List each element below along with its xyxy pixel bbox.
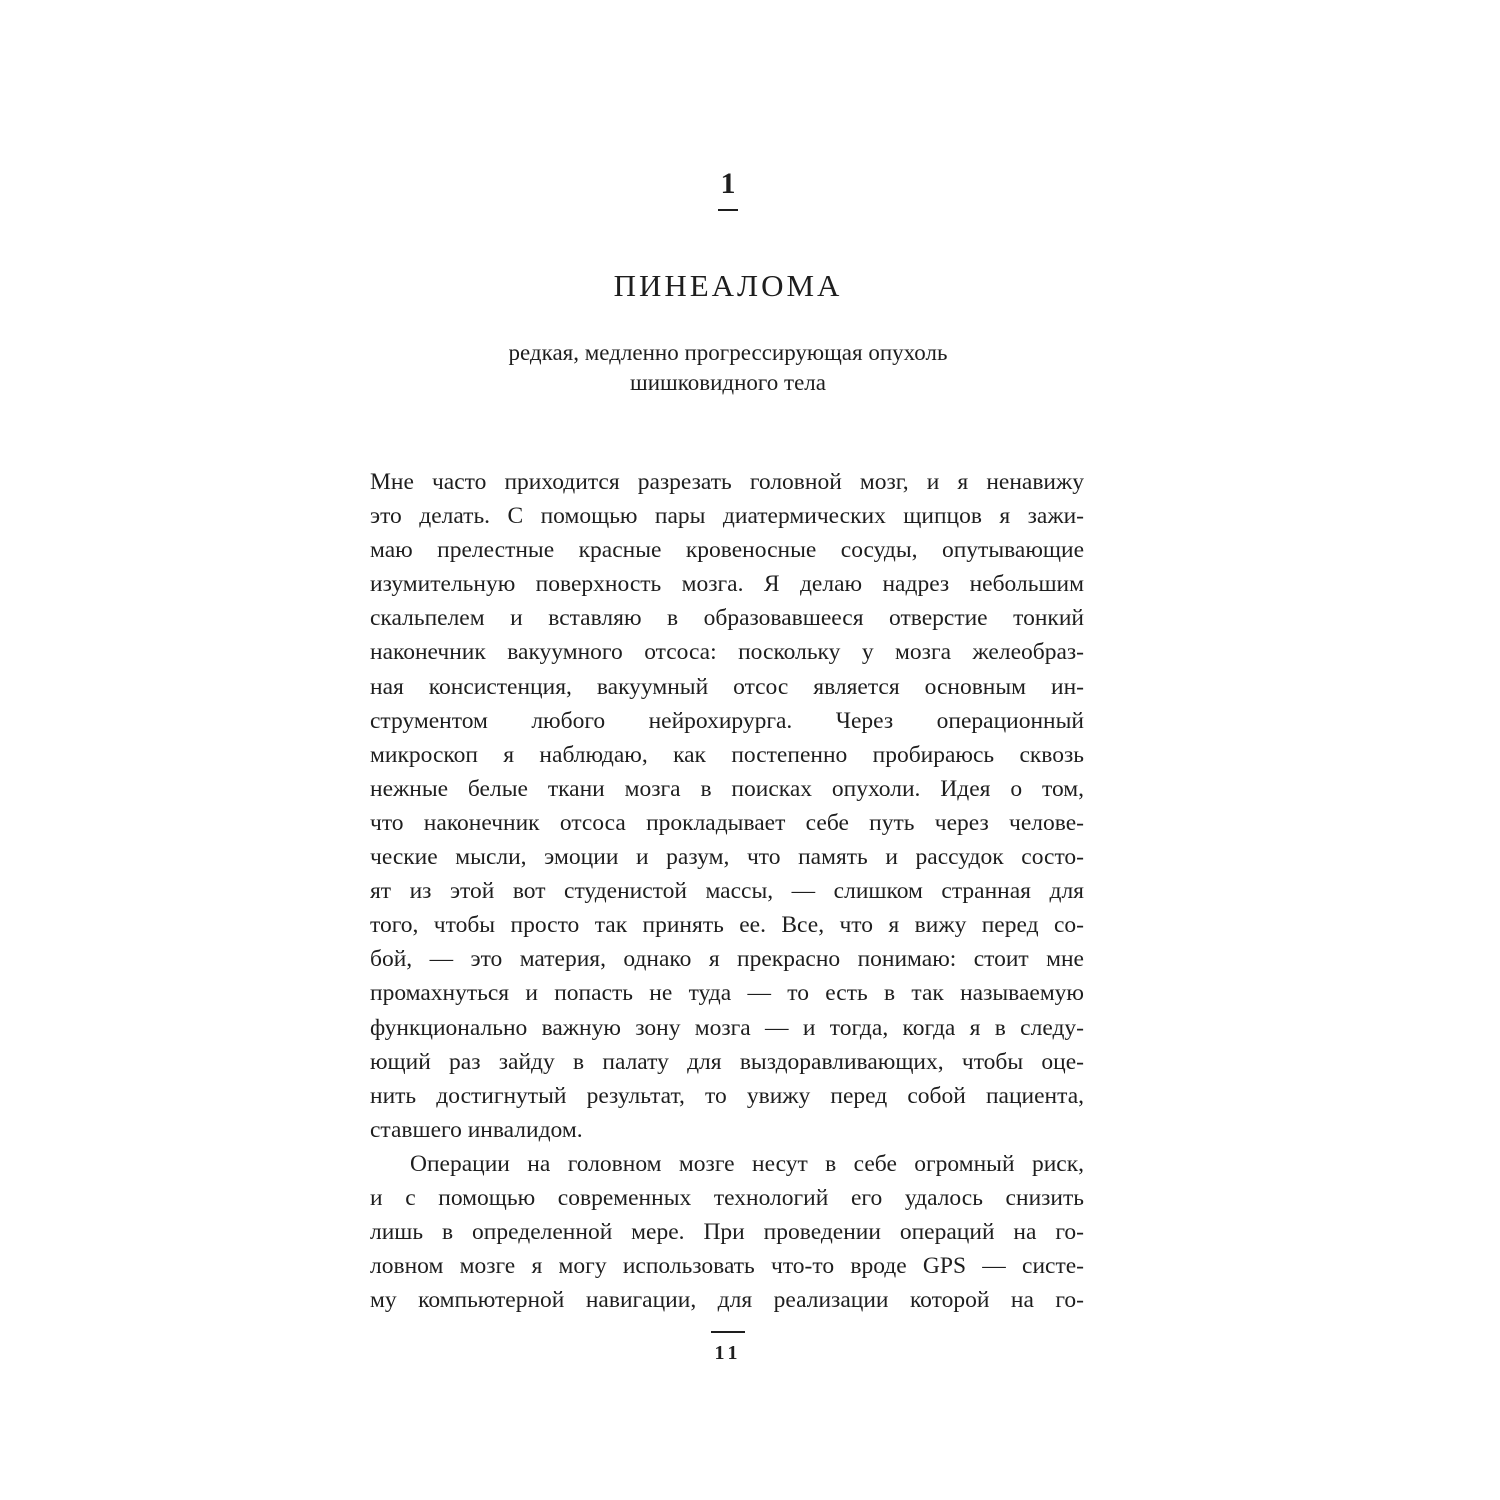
text-line: ческие мысли, эмоции и разум, что память и рассудок состо- (370, 844, 1084, 871)
text-line: ющий раз зайду в палату для выздоравливающих, чтобы оце- (370, 1048, 1084, 1075)
body-text (370, 465, 1084, 1317)
text-line: му компьютерной навигации, для реализации которой на го- (370, 1287, 1084, 1314)
text-line: это делать. С помощью пары диатермических щипцов я зажи- (370, 503, 1084, 530)
text-line: Операции на головном мозге несут в себе огромный риск, (410, 1150, 1084, 1177)
text-line: ловном мозге я могу использовать что-то вроде GPS — систе- (370, 1253, 1084, 1280)
text-line: что наконечник отсоса прокладывает себе путь через челове- (370, 809, 1084, 836)
text-line: ставшего инвалидом. (370, 1116, 583, 1143)
paragraph-1 (370, 465, 1084, 1147)
text-line: Мне часто приходится разрезать головной мозг, и я ненавижу (370, 469, 1084, 495)
chapter-subtitle-line: шишковидного тела (630, 370, 826, 395)
text-line: ная консистенция, вакуумный отсос является основным ин- (370, 673, 1084, 700)
text-line: функционально важную зону мозга — и тогда, когда я в следу- (370, 1014, 1084, 1041)
text-line: наконечник вакуумного отсоса: поскольку у мозга желеобраз- (370, 639, 1084, 666)
text-line: и с помощью современных технологий его удалось снизить (370, 1184, 1084, 1211)
text-line: микроскоп я наблюдаю, как постепенно пробираюсь сквозь (370, 741, 1084, 768)
chapter-subtitle (410, 338, 1046, 398)
chapter-number-rule (718, 209, 738, 211)
text-line: бой, — это материя, однако я прекрасно понимаю: стоит мне (370, 946, 1084, 973)
paragraph-2 (370, 1147, 1084, 1317)
text-line: промахнуться и попасть не туда — то есть в так называемую (370, 980, 1084, 1007)
text-line: изумительную поверхность мозга. Я делаю надрез небольшим (370, 571, 1084, 598)
chapter-number: 1 (720, 167, 736, 200)
text-line: скальпелем и вставляю в образовавшееся отверстие тонкий (370, 605, 1084, 632)
text-line: ят из этой вот студенистой массы, — слишком странная для (370, 878, 1084, 905)
chapter-subtitle-line: редкая, медленно прогрессирующая опухоль (508, 340, 948, 365)
text-line: того, чтобы просто так принять ее. Все, что я вижу перед со- (370, 912, 1084, 939)
text-line: струментом любого нейрохирурга. Через операционный (370, 707, 1084, 734)
chapter-title: ПИНЕАЛОМА (613, 268, 843, 303)
text-line: нить достигнутый результат, то увижу перед собой пациента, (370, 1082, 1084, 1109)
text-line: нежные белые ткани мозга в поисках опухоли. Идея о том, (370, 775, 1084, 802)
text-line: лишь в определенной мере. При проведении операций на го- (370, 1219, 1084, 1246)
page-number-rule (711, 1331, 745, 1333)
page-number: 11 (714, 1342, 742, 1364)
text-line: маю прелестные красные кровеносные сосуды, опутывающие (370, 537, 1084, 564)
